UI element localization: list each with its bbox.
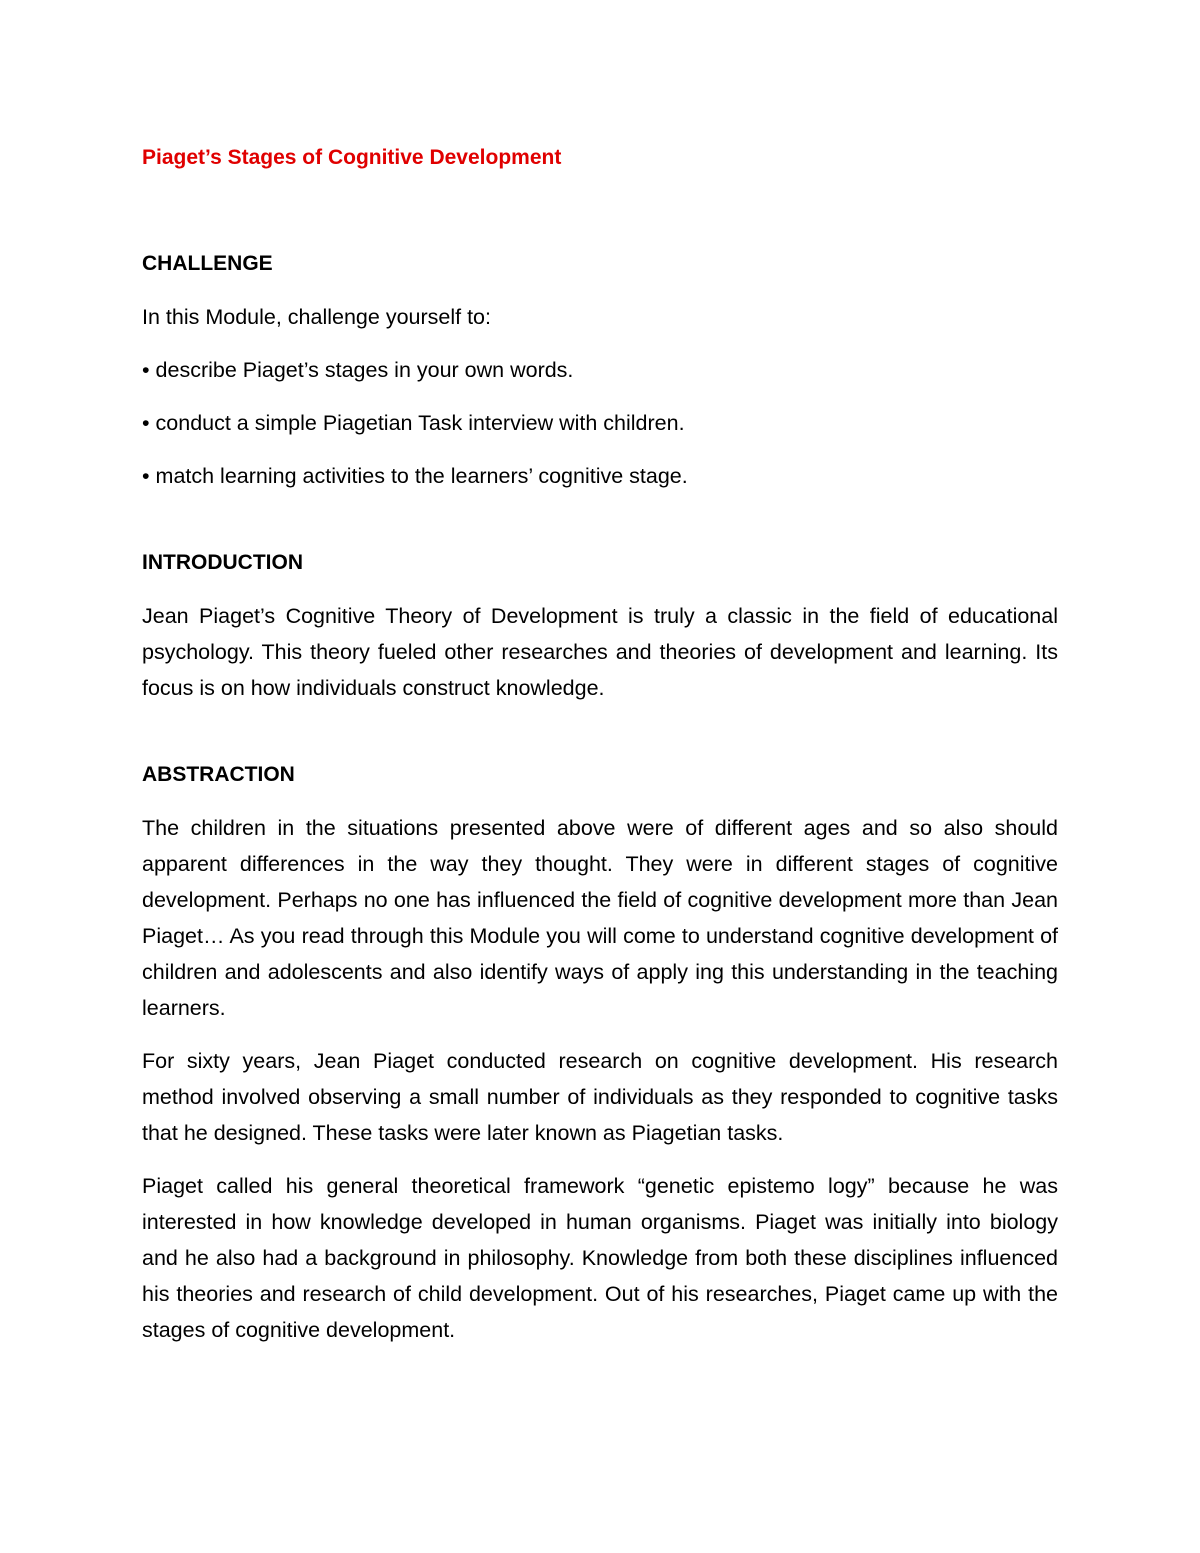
- abstraction-paragraph: For sixty years, Jean Piaget conducted research on cognitive development. His research method involved observing a small number of individuals as they responded to cognitive tasks that he designed. These tasks were later known as Piagetian tasks.: [142, 1049, 1058, 1145]
- introduction-paragraph: Jean Piaget’s Cognitive Theory of Development is truly a classic in the field of educational psychology. This theory fueled other researches and theories of development and learning. Its focus is on how individuals construct knowledge.: [142, 604, 1058, 700]
- bullet-icon: •: [142, 411, 150, 435]
- document-body: [142, 140, 1058, 1348]
- abstraction-paragraph: The children in the situations presented above were of different ages and so also should apparent differences in the way they thought. They were in different stages of cognitive development. Perhaps no one has influenced the field of cognitive development more than Jean Piaget… As you read through this Module you will come to understand cognitive development of children and adolescents and also identify ways of apply ing this understanding in the teaching learners.: [142, 816, 1058, 1020]
- challenge-item: [142, 458, 1058, 494]
- challenge-list: [142, 352, 1058, 494]
- bullet-icon: •: [142, 358, 150, 382]
- challenge-item-text: match learning activities to the learners’ cognitive stage.: [155, 464, 688, 488]
- document-title: Piaget’s Stages of Cognitive Development: [142, 146, 562, 169]
- bullet-icon: •: [142, 464, 150, 488]
- abstraction-paragraph: Piaget called his general theoretical framework “genetic epistemo logy” because he was interested in how knowledge developed in human organisms. Piaget was initially into biology and he also had a background in philosophy. Knowledge from both these disciplines influenced his theories and research of child development. Out of his researches, Piaget came up with the stages of cognitive development.: [142, 1174, 1058, 1342]
- challenge-item: [142, 352, 1058, 388]
- introduction-heading: INTRODUCTION: [142, 551, 303, 574]
- challenge-intro: In this Module, challenge yourself to:: [142, 305, 491, 329]
- challenge-item: [142, 405, 1058, 441]
- challenge-item-text: conduct a simple Piagetian Task interview with children.: [155, 411, 685, 435]
- abstraction-heading: ABSTRACTION: [142, 763, 295, 786]
- challenge-item-text: describe Piaget’s stages in your own words.: [155, 358, 574, 382]
- challenge-heading: CHALLENGE: [142, 252, 273, 275]
